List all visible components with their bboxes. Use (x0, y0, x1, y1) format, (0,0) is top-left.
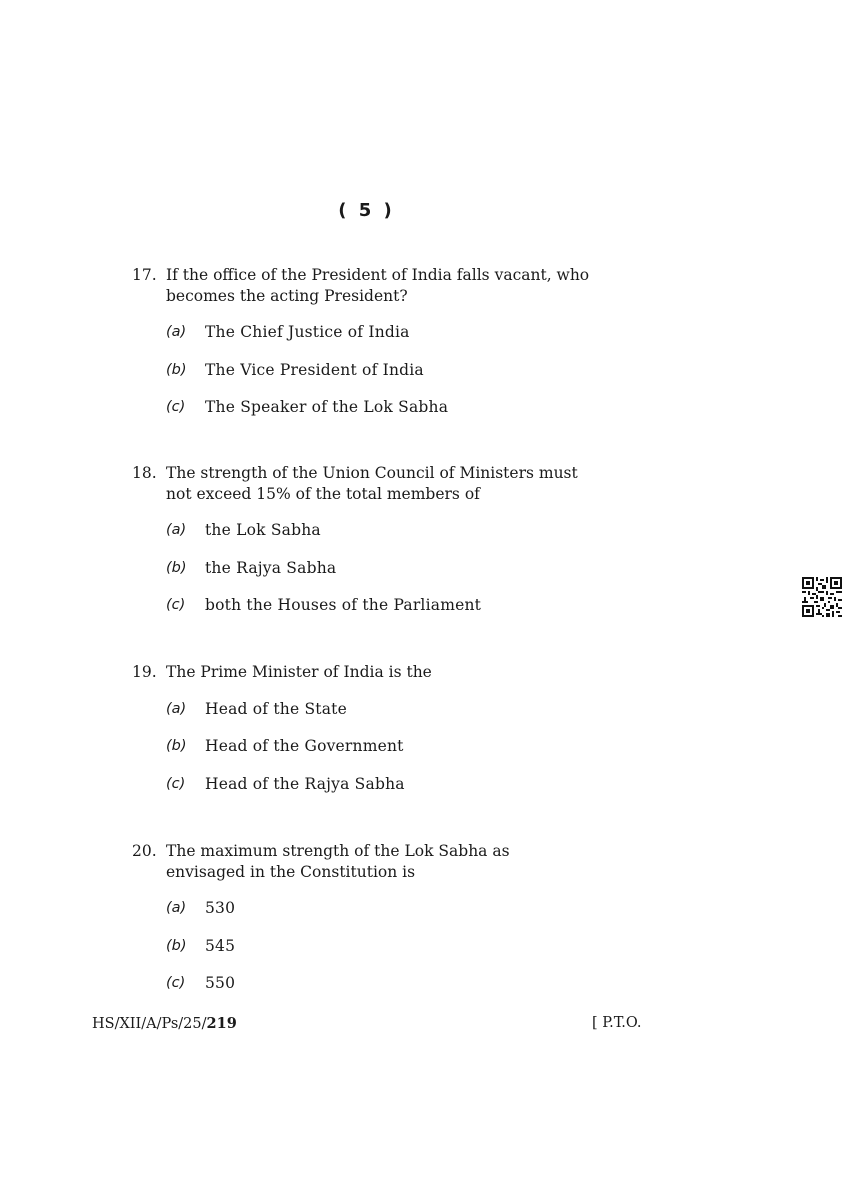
question-stem (132, 463, 604, 504)
paper-code-number: 219 (206, 1015, 237, 1032)
option-b (132, 360, 604, 398)
option-a (132, 322, 604, 360)
question-number: 19. (132, 663, 157, 681)
option-text: The Speaker of the Lok Sabha (205, 398, 449, 416)
qr-code-icon (802, 577, 842, 617)
question-stem (132, 841, 604, 882)
stem-line-1: The Prime Minister of India is the (166, 663, 432, 681)
option-label: (b) (166, 937, 187, 954)
option-text: the Rajya Sabha (205, 558, 337, 577)
question-18 (132, 463, 604, 633)
pto-marker: [ P.T.O. (592, 1015, 642, 1031)
question-19 (132, 662, 604, 811)
option-label: (b) (166, 738, 187, 754)
question-17 (132, 265, 604, 435)
stem-line-1: The maximum strength of the Lok Sabha as (166, 842, 510, 860)
options-list (132, 322, 604, 435)
paper-code-prefix: HS/XII/A/Ps/25/ (92, 1016, 207, 1032)
stem-line-2: envisaged in the Constitution is (166, 862, 416, 881)
question-20 (132, 841, 604, 1011)
option-label: (a) (166, 522, 187, 538)
question-number: 20. (132, 842, 157, 860)
option-label: (a) (166, 324, 187, 340)
question-stem (132, 662, 604, 683)
stem-line-2: not exceed 15% of the total members of (166, 484, 480, 503)
option-label: (c) (166, 597, 186, 613)
option-a (132, 898, 604, 936)
option-text: 550 (205, 974, 236, 992)
option-c (132, 595, 604, 633)
option-text: Head of the Government (205, 737, 404, 755)
option-b (132, 736, 604, 774)
options-list (132, 699, 604, 812)
option-text: Head of the State (205, 699, 347, 718)
option-text: Head of the Rajya Sabha (205, 774, 405, 793)
option-label: (c) (166, 399, 186, 415)
options-list (132, 520, 604, 633)
option-label: (a) (166, 700, 187, 717)
option-label: (b) (166, 559, 187, 576)
option-text: The Chief Justice of India (205, 323, 410, 341)
stem-line-1: The strength of the Union Council of Ministers must (166, 464, 578, 482)
option-b (132, 558, 604, 596)
option-text: 545 (205, 936, 236, 955)
option-a (132, 520, 604, 558)
option-c (132, 774, 604, 812)
stem-line-2: becomes the acting President? (166, 286, 408, 305)
option-text: the Lok Sabha (205, 521, 321, 539)
option-text: 530 (205, 899, 236, 917)
option-label: (a) (166, 900, 187, 916)
option-b (132, 936, 604, 974)
option-label: (c) (166, 775, 186, 792)
page-number: ( 5 ) (338, 200, 395, 221)
option-text: The Vice President of India (205, 360, 424, 379)
question-stem (132, 265, 604, 306)
option-text: both the Houses of the Parliament (205, 596, 482, 614)
option-c (132, 397, 604, 435)
question-number: 18. (132, 464, 157, 482)
question-number: 17. (132, 266, 157, 284)
options-list (132, 898, 604, 1011)
option-label: (c) (166, 975, 186, 991)
stem-line-1: If the office of the President of India falls vacant, who (166, 266, 590, 284)
option-a (132, 699, 604, 737)
option-label: (b) (166, 361, 187, 378)
option-c (132, 973, 604, 1011)
paper-code (92, 1015, 237, 1032)
